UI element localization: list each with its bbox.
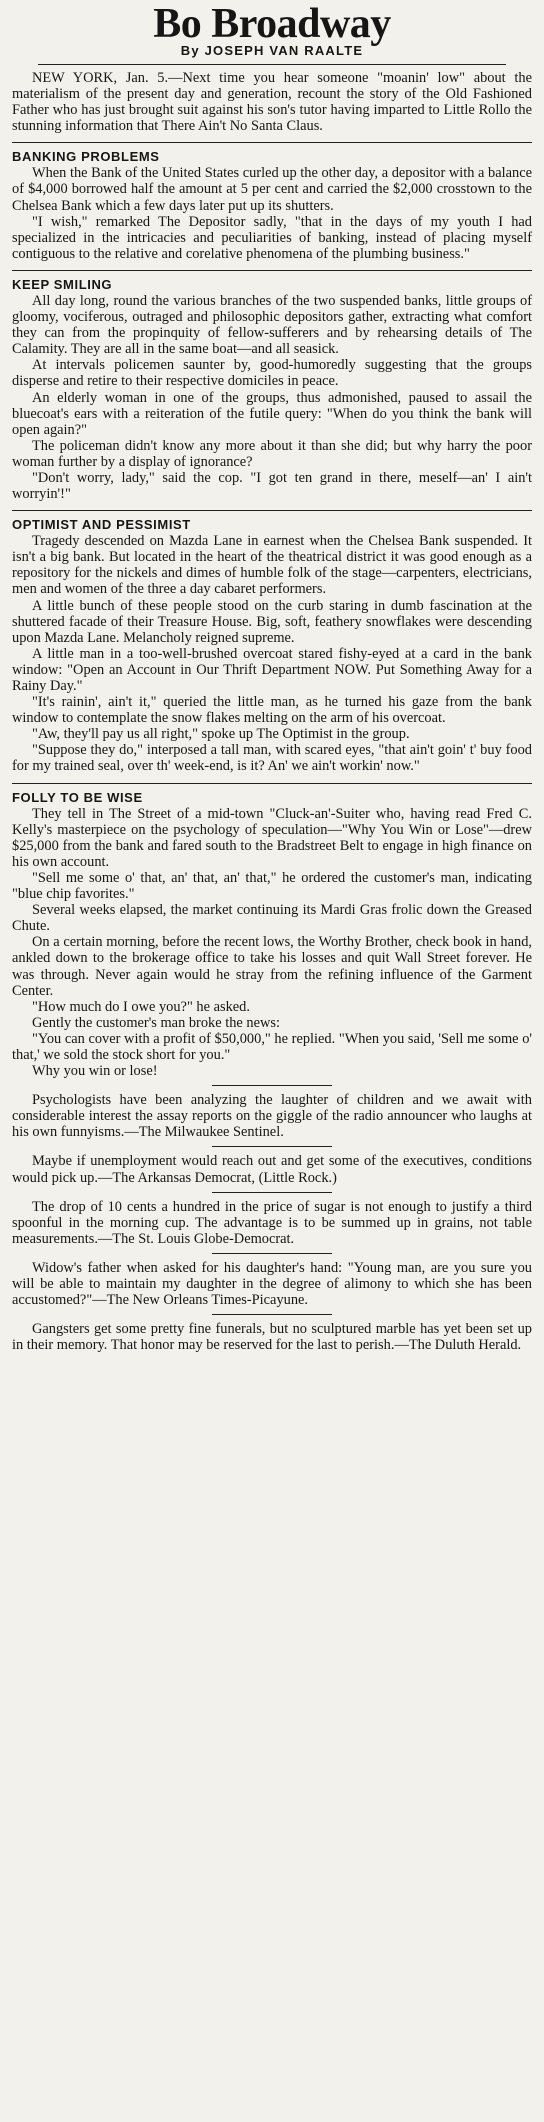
paragraph: On a certain morning, before the recent lows, the Worthy Brother, check book in hand, ankled down to the brokerage office to take his losses and quit Wall Street forever. He was through. Never again would he stray from the refining influence of the Garment Center. bbox=[12, 934, 532, 999]
filler-item: Gangsters get some pretty fine funerals, but no sculptured marble has yet been set up in their memory. That honor may be reserved for the last to perish.—The Duluth Herald. bbox=[12, 1321, 532, 1354]
paragraph: A little bunch of these people stood on the curb staring in dumb fascination at the shuttered facade of their Treasure House. Big, soft, feathery snowflakes were descending upon Mazda Lane. Melancholy reigned supreme. bbox=[12, 597, 532, 646]
paragraph: "Don't worry, lady," said the cop. "I got ten grand in there, meself—an' I ain't worryin'!" bbox=[12, 469, 532, 503]
column-title: Bo Broadway bbox=[153, 1, 391, 47]
paragraph: "It's rainin', ain't it," queried the little man, as he turned his gaze from the bank window to contemplate the snow flakes melting on the arm of his overcoat. bbox=[12, 694, 532, 727]
filler-items bbox=[12, 1092, 532, 1353]
paragraph: "I wish," remarked The Depositor sadly, "that in the days of my youth I had specialized in the intricacies and peculiarities of banking, instead of placing myself contiguous to the relative and corelative phenomena of the plumbing business." bbox=[12, 213, 532, 262]
paragraph: An elderly woman in one of the groups, thus admonished, paused to assail the bluecoat's ears with a reiteration of the futile query: "When do you think the bank will open again?" bbox=[12, 389, 532, 438]
filler-divider bbox=[212, 1085, 332, 1086]
paragraph: When the Bank of the United States curled up the other day, a depositor with a balance of $4,000 borrowed half the amount at 5 per cent and carried the $2,000 crosstown to the Chelsea Bank which a few days later put up its shutters. bbox=[12, 165, 532, 214]
filler-divider bbox=[212, 1192, 332, 1193]
paragraph: Several weeks elapsed, the market continuing its Mardi Gras frolic down the Greased Chute. bbox=[12, 902, 532, 935]
section-divider bbox=[12, 270, 532, 271]
section-divider bbox=[12, 510, 532, 511]
paragraph: "Aw, they'll pay us all right," spoke up The Optimist in the group. bbox=[32, 726, 410, 743]
filler-divider bbox=[212, 1314, 332, 1315]
filler-item: The drop of 10 cents a hundred in the price of sugar is not enough to justify a third spoonful in the morning cup. The advantage is to be summed up in grains, not table measurements.—The St. Louis Globe-Democrat. bbox=[12, 1198, 532, 1247]
paragraph: At intervals policemen saunter by, good-humoredly suggesting that the groups disperse and retire to their respective domiciles in peace. bbox=[12, 357, 532, 390]
filler-item: Maybe if unemployment would reach out and get some of the executives, conditions would pick up.—The Arkansas Democrat, (Little Rock.) bbox=[12, 1153, 532, 1186]
filler-item: Widow's father when asked for his daughter's hand: "Young man, are you sure you will be able to maintain my daughter in the degree of alimony to which she has been accustomed?"—The New Orleans Times-Picayune. bbox=[12, 1259, 532, 1309]
paragraph: The policeman didn't know any more about it than she did; but why harry the poor woman further by a display of ignorance? bbox=[12, 437, 532, 470]
paragraph: "Suppose they do," interposed a tall man, with scared eyes, "that ain't goin' t' buy food for my trained seal, over th' week-end, is it? An' we ain't workin' now." bbox=[12, 742, 532, 775]
paragraph: "How much do I owe you?" he asked. bbox=[32, 998, 250, 1015]
section-divider bbox=[12, 783, 532, 784]
byline: By JOSEPH VAN RAALTE bbox=[180, 43, 364, 58]
paragraph: "You can cover with a profit of $50,000," he replied. "When you said, 'Sell me some o' that,' we sold the stock short for you." bbox=[12, 1030, 532, 1063]
paragraph: "Sell me some o' that, an' that, an' that," he ordered the customer's man, indicating "blue chip favorites." bbox=[12, 869, 532, 903]
masthead bbox=[8, 0, 536, 59]
section-divider bbox=[12, 142, 532, 143]
intro-paragraph: NEW YORK, Jan. 5.—Next time you hear someone "moanin' low" about the materialism of the present day and generation, recount the story of the Old Fashioned Father who has just brought suit against his son's tutor having imparted to Little Rollo the stunning information that There Ain't No Santa Claus. bbox=[12, 70, 532, 135]
section-heading-banking: BANKING PROBLEMS bbox=[12, 149, 160, 165]
filler-item: Psychologists have been analyzing the laughter of children and we await with considerable interest the assay reports on the giggle of the radio announcer who laughs at his own funnyisms.—The Milwaukee Sentinel. bbox=[12, 1092, 532, 1141]
paragraph: Why you win or lose! bbox=[32, 1063, 158, 1080]
article-body bbox=[8, 70, 536, 1353]
paragraph: Tragedy descended on Mazda Lane in earnest when the Chelsea Bank suspended. It isn't a big bank. But located in the heart of the theatrical district it was good enough as a repository for the nickels and dimes of humble folk of the stage—carpenters, electricians, men and women of the three a day cabaret performers. bbox=[12, 533, 532, 598]
masthead-rule bbox=[38, 64, 506, 65]
section-heading-keep-smiling: KEEP SMILING bbox=[12, 276, 113, 292]
paragraph: Gently the customer's man broke the news: bbox=[32, 1014, 280, 1031]
section-heading-folly: FOLLY TO BE WISE bbox=[12, 789, 143, 805]
paragraph: A little man in a too-well-brushed overcoat stared fishy-eyed at a card in the bank window: "Open an Account in Our Thrift Department NOW. Put Something Away for a Rainy Day." bbox=[12, 645, 532, 694]
section-heading-optimist: OPTIMIST AND PESSIMIST bbox=[12, 517, 191, 533]
paragraph: All day long, round the various branches of the two suspended banks, little groups of gloomy, vociferous, outraged and philosophic depositors gather, extracting what comfort they can from the propinquity of fellow-sufferers and by rehearsing details of The Calamity. They are all in the same boat—and all seasick. bbox=[12, 292, 532, 358]
paragraph: They tell in The Street of a mid-town "Cluck-an'-Suiter who, having read Fred C. Kelly's masterpiece on the psychology of speculation—"Why You Win or Lose"—drew $25,000 from the bank and fared south to the Bradstreet Belt to engage in high finance on his own account. bbox=[12, 805, 532, 870]
filler-divider bbox=[212, 1253, 332, 1254]
filler-divider bbox=[212, 1146, 332, 1147]
